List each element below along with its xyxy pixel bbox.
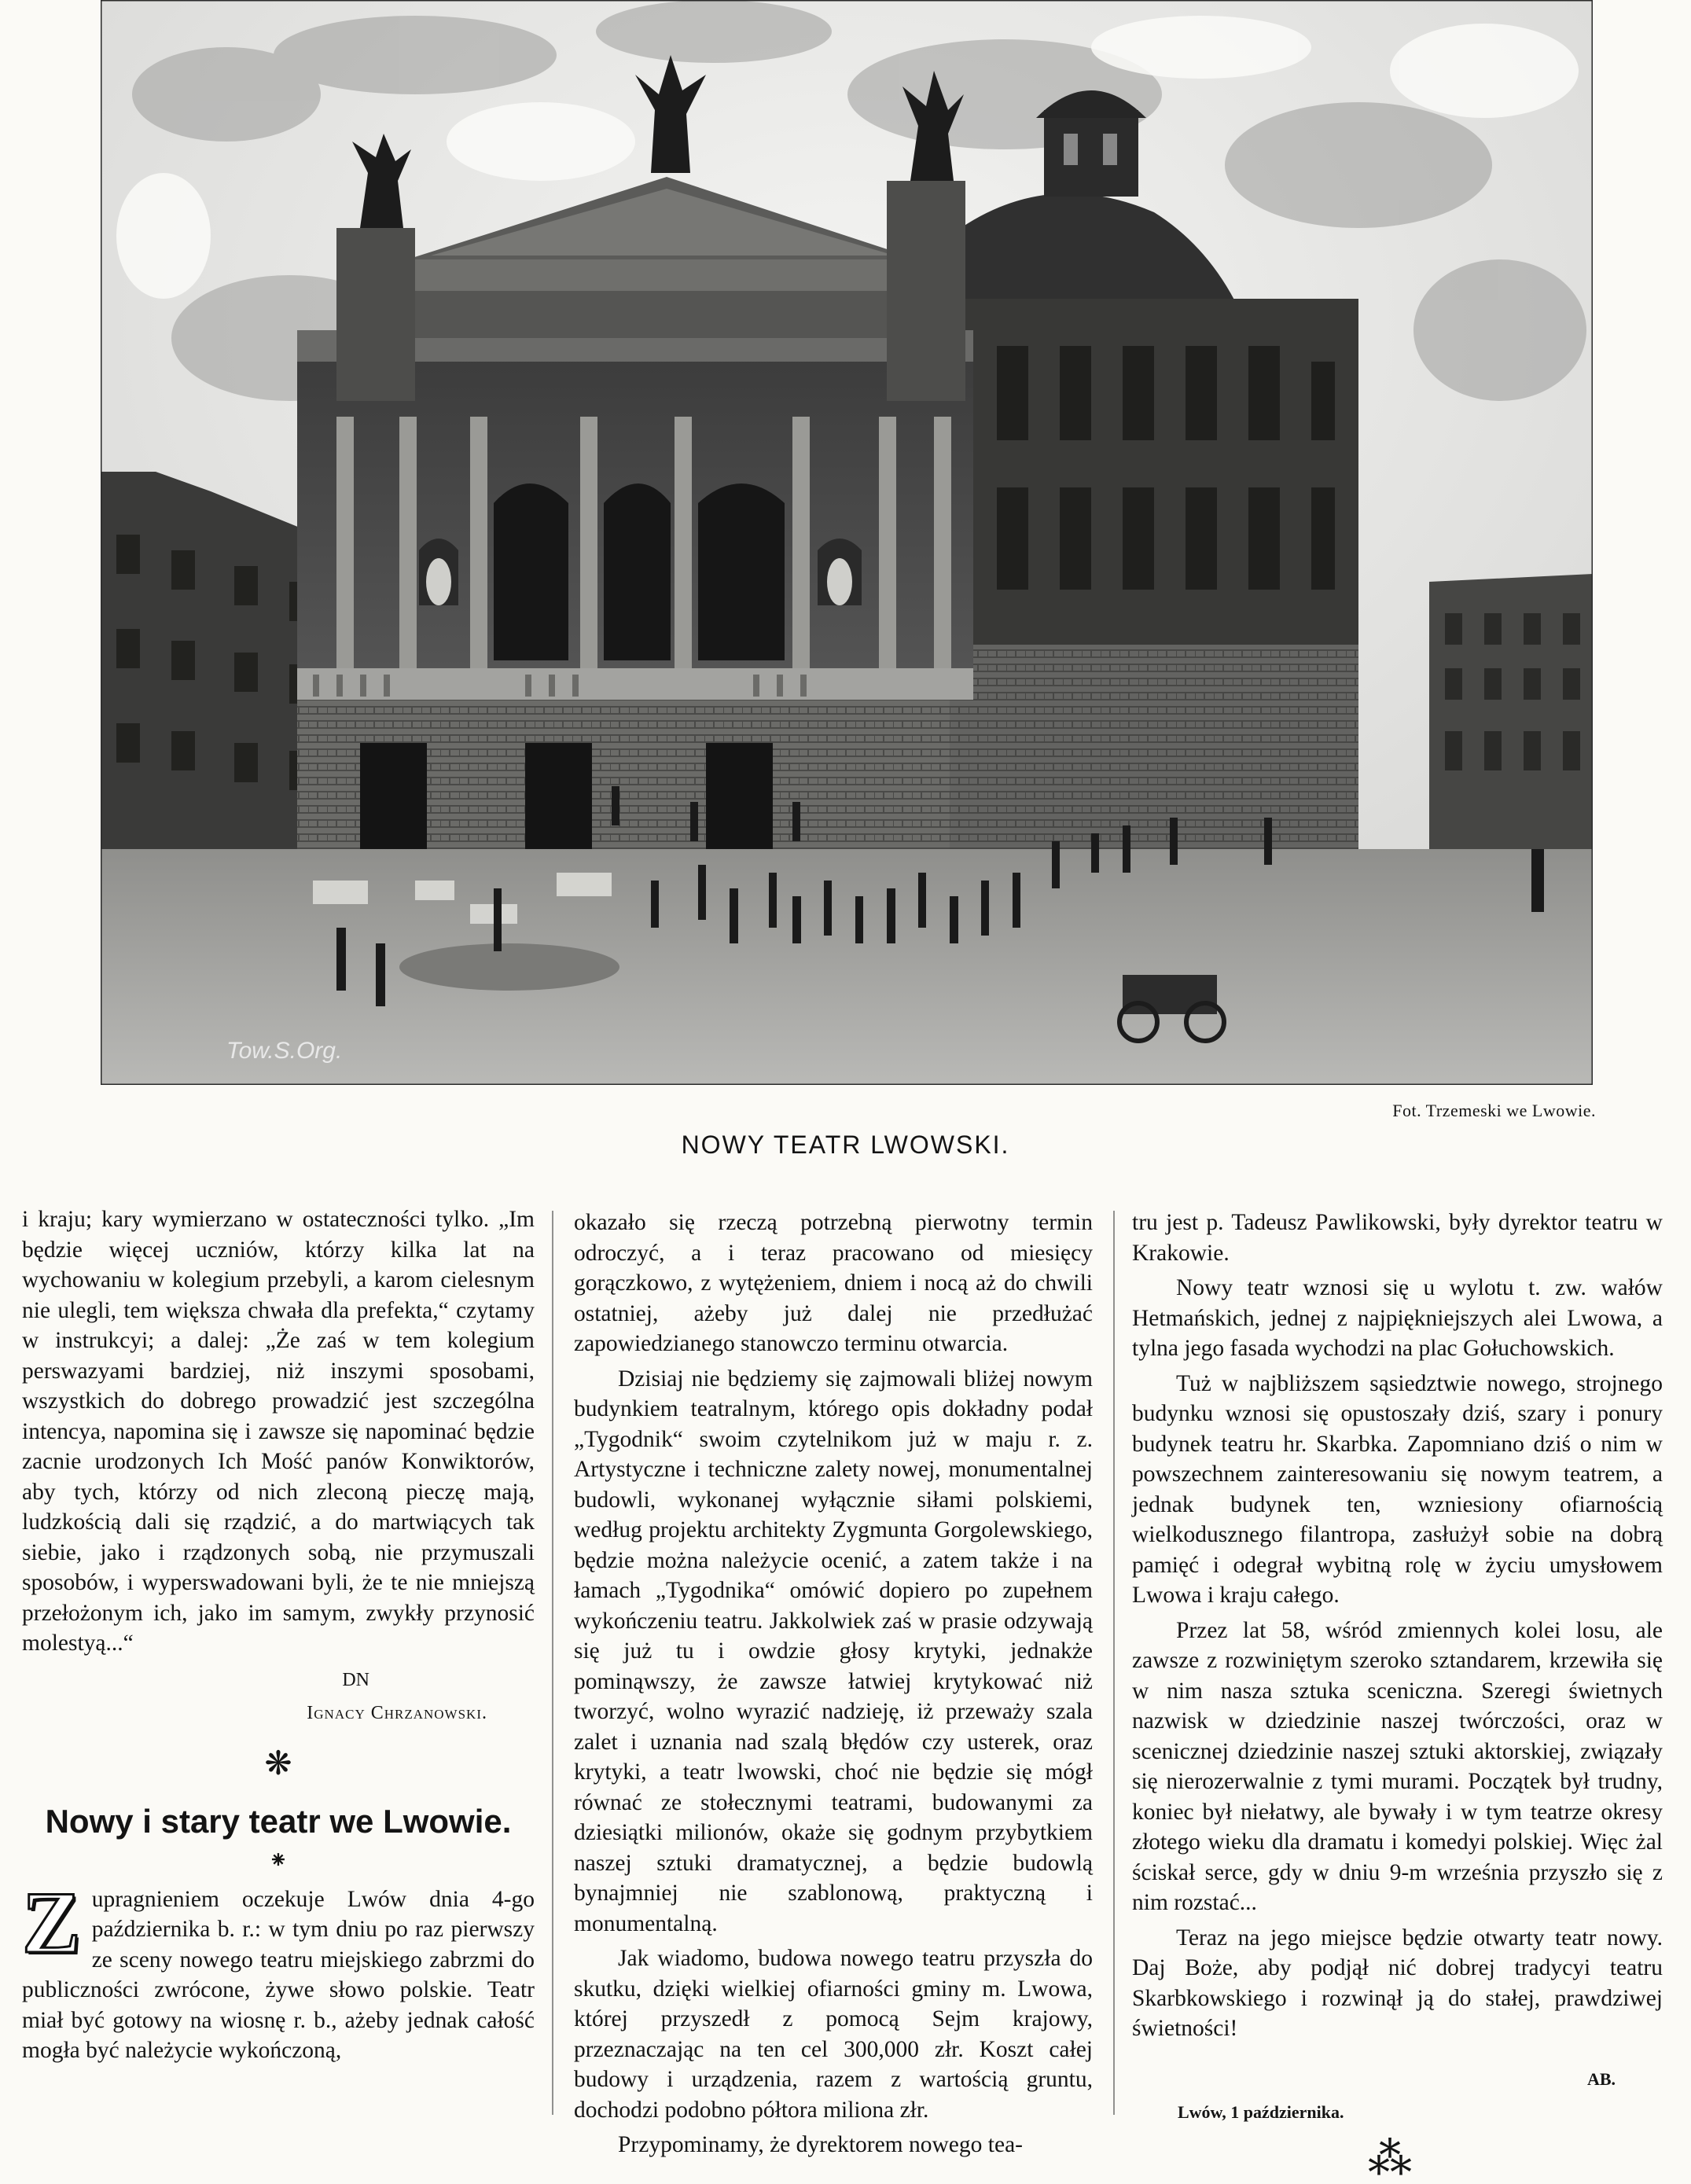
paragraph: Jak wiadomo, budowa nowego teatru przyszła do skutku, dzięki wielkiej ofiarności gminy m. Lwowa, której przyszedł z pomocą Sejm krajowy, przeznaczając na ten cel 300,000 złr. Koszt całej budowy i urządzenia, razem z wartością gruntu, dochodzi podobno półtora miliona złr.: [574, 1946, 1093, 2123]
paragraph: Teraz na jego miejsce będzie otwarty teatr nowy. Daj Boże, aby podjął nić dobrej tradycyi teatru Skarbkowskiego i rozwinął ją do stałej, prawdziwej świetności!: [1132, 1925, 1663, 2041]
column-divider: [1113, 1211, 1115, 2115]
photo-caption: NOWY TEATR LWOWSKI.: [681, 1131, 1010, 1159]
column-middle: [574, 1208, 1093, 2160]
drop-cap: Z: [22, 1873, 81, 1972]
place-date: Lwów, 1 października.: [1178, 2102, 1344, 2122]
heading-ornament: ⁕: [268, 1847, 289, 1873]
article-lead: [22, 1873, 535, 2066]
signature-initials: AB.: [1586, 2068, 1616, 2089]
article-author: Ignacy Chrzanowski.: [307, 1703, 487, 1723]
paragraph: Tuż w najbliższem sąsiedztwie nowego, strojnego budynku wznosi się opustoszały dziś, szary i ponury budynek teatru hr. Skarbka. Zapomniano dziś o nim w powszechnem zainteresowaniu się nowym teatrem, a jednak budynek ten, wzniesiony ofiarnością wielkodusznego filantropa, zasłużył sobie na dobrą pamięć i odegrał wybitną rolę w życiu umysłowem Lwowa i kraju całego.: [1132, 1370, 1663, 1608]
paragraph: Dzisiaj nie będziemy się zajmowali bliżej nowym budynkiem teatralnym, którego opis dokładny podał „Tygodnik“ swoim czytelnikom już w maju r. z. Artystyczne i techniczne zalety nowej, monumentalnej budowli, wykonanej wyłącznie siłami polskiemi, według projektu architekty Zygmunta Gorgolewskiego, będzie można należycie ocenić, a zatem także i na łamach „Tygodnika“ omówić dopiero po zupełnem wykończeniu teatru. Jakkolwiek zaś w prasie odzywają się już tu i owdzie głosy krytyki, jednakże pominąwszy, że zawsze łatwiej krytykować niż tworzyć, wolno wyrazić nadzieję, iż przeważy szala zalet i uznania nad szalą błędów czy usterek, oraz krytyki, a teatr lwowski, choć nie będzie się mógł równać ze stołecznymi teatrami, budowanymi za dziesiątki milionów, okaże się godnym przybytkiem naszej sztuki dramatycznej, a będzie budowlą bynajmniej nie szablonową, praktyczną i monumentalną.: [574, 1366, 1093, 1936]
signature-initials: DN: [342, 1669, 369, 1690]
column-divider: [552, 1211, 553, 2115]
section-ornament: ❋: [264, 1745, 292, 1782]
paragraph: tru jest p. Tadeusz Pawlikowski, były dyrektor teatru w Krakowie.: [1132, 1210, 1663, 1266]
paragraph: Przypominamy, że dyrektorem nowego tea-: [618, 2132, 1023, 2157]
theatre-photograph: [101, 0, 1593, 1085]
photo-credit: Fot. Trzemeski we Lwowie.: [1392, 1101, 1596, 1120]
column-right: [1132, 1208, 1663, 2183]
column-left: [22, 1204, 535, 2066]
paragraph: Przez lat 58, wśród zmiennych kolei losu, ale zawsze z rozwiniętym szeroko sztandarem, krzewiła się w nim nasza sztuka sceniczna. Szeregi świetnych nazwisk w dziedzinie naszej twórczości, oraz w scenicznej dziedzinie naszej sztuki aktorskiej, związały się nierozerwalnie z tymi murami. Początek był trudny, koniec był niełatwy, ale bywały i w tym teatrze okresy złotego wieku dla dramatu i komedyi polskiej. Więc żal ściskał serce, gdy w dniu 9-m września przyszło się z nim rozstać...: [1132, 1617, 1663, 1915]
photo-watermark: Tow.S.Org.: [226, 1038, 343, 1064]
paragraph: i kraju; kary wymierzano w ostateczności tylko. „Im będzie więcej uczniów, którzy kilka lat na wychowaniu w kolegium przebyli, a karom cielesnym nie ulegli, tem większa chwała dla prefekta,“ czytamy w instrukcyi; a dalej: „Że zaś w tem kolegium perswazyami bardziej, niż inszymi sposobami, wszystkich do dobrego prowadzić jest szczególna intencya, napomina się i zawsze się napominać będzie zacnie urodzonych Ich Mość panów Konwiktorów, aby tych, którzy od nich zleconą pieczę mają, ludzkością dali się rządzić, a do martwiących tak siebie, jako i rządzonych sobą, nie przymuszali sposobów, i wyperswadowani byli, że te nie mniejszą przełożonym ich, jako im samym, zwykły przynosić molestyą...“: [22, 1207, 535, 1656]
paragraph: okazało się rzeczą potrzebną pierwotny termin odroczyć, a i teraz pracowano od miesięcy gorączkowo, z wytężeniem, dniem i nocą aż do chwili ostatniej, ażeby już dalej nie przedłużać zapowiedzianego stanowczo terminu otwarcia.: [574, 1210, 1093, 1356]
article-heading: Nowy i stary teatr we Lwowie.: [45, 1802, 512, 1840]
end-ornament: ⁂: [1368, 2134, 1412, 2184]
paragraph: Nowy teatr wznosi się u wylotu t. zw. wałów Hetmańskich, jednej z najpiękniejszych alei Lwowa, a tylna jego fasada wychodzi na plac Gołuchowskich.: [1132, 1275, 1663, 1361]
paragraph: upragnieniem oczekuje Lwów dnia 4-go października b. r.: w tym dniu po raz pierwszy ze sceny nowego teatru miejskiego zabrzmi do publiczności zwrócone, żywe słowo polskie. Teatr miał być gotowy na wiosnę r. b., ażeby jednak całość mogła być należycie wykończoną,: [22, 1886, 535, 2063]
